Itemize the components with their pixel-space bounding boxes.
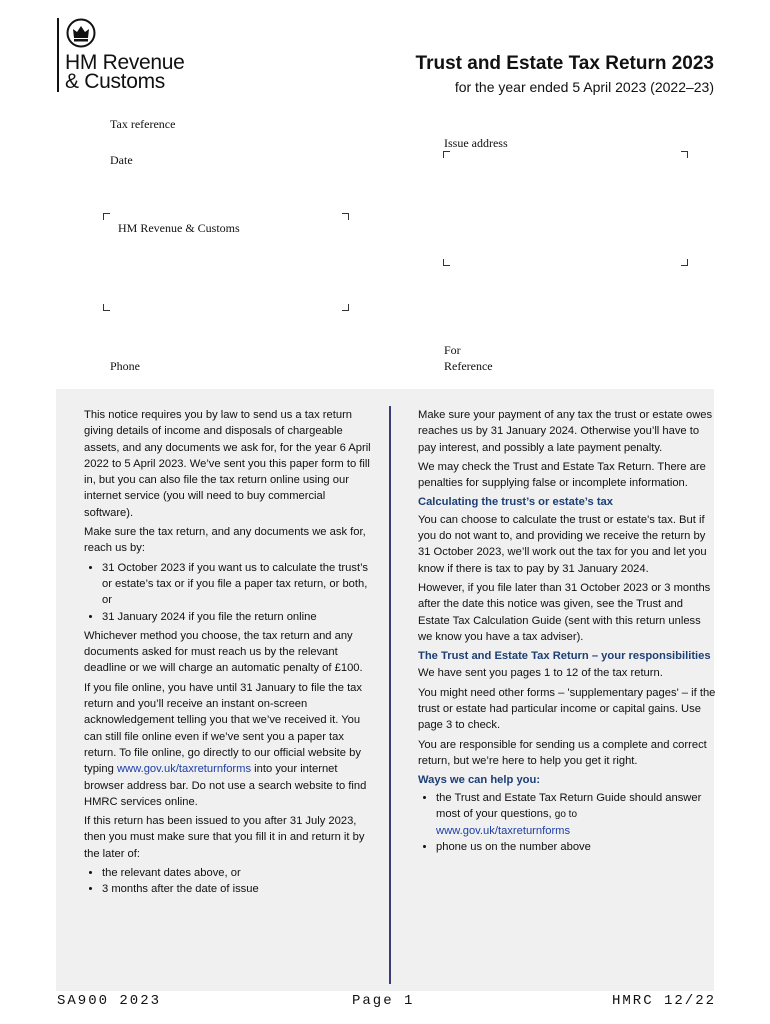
list-item: • 31 January 2024 if you file the return online bbox=[102, 609, 375, 625]
page-subtitle: for the year ended 5 April 2023 (2022–23) bbox=[454, 79, 714, 95]
late-filing-paragraph: However, if you file later than 31 October 2023 or 3 months after the date this notice was given, see the Trust and Estate Tax Calculation Guide (sent with this return unless we know you have a tax adviser). bbox=[418, 581, 711, 643]
address-box-corner-br bbox=[342, 304, 349, 311]
logo-divider bbox=[57, 18, 59, 92]
pages-paragraph: We have sent you pages 1 to 12 of the tax return. bbox=[418, 667, 663, 680]
taxreturnforms-link[interactable]: www.gov.uk/taxreturnforms bbox=[436, 825, 571, 838]
page-number: Page 1 bbox=[352, 993, 415, 1009]
list-item: • 3 months after the date of issue bbox=[102, 881, 375, 897]
page-title: Trust and Estate Tax Return 2023 bbox=[415, 53, 714, 74]
list-item: • 31 October 2023 if you want us to calculate the trust’s or estate’s tax or if you file a paper tax return, or both, or bbox=[102, 560, 375, 609]
date-label: Date bbox=[110, 153, 133, 167]
deadline-list bbox=[84, 560, 375, 625]
calculating-heading: Calculating the trust’s or estate’s tax bbox=[418, 496, 614, 509]
column-divider bbox=[389, 406, 391, 984]
phone-label: Phone bbox=[110, 359, 140, 373]
help-heading: Ways we can help you: bbox=[418, 774, 541, 787]
late-issue-paragraph: If this return has been issued to you after 31 July 2023, then you must make sure that you fill it in and return it by the later of: bbox=[84, 815, 365, 860]
responsible-paragraph: You are responsible for sending us a complete and correct return, but we’re here to help you get it right. bbox=[418, 738, 707, 767]
right-column bbox=[418, 407, 716, 859]
issue-box-corner-bl bbox=[443, 259, 450, 266]
address-box-corner-bl bbox=[103, 304, 110, 311]
issue-box-corner-br bbox=[681, 259, 688, 266]
address-box-corner-tr bbox=[342, 213, 349, 220]
hmrc-logo-text bbox=[65, 53, 185, 91]
list-item: • the relevant dates above, or bbox=[102, 865, 375, 881]
supplementary-paragraph: You might need other forms – 'supplementary pages' – if the trust or estate had particular income or capital gains. Use page 3 to check. bbox=[418, 686, 716, 732]
left-column bbox=[84, 407, 375, 901]
penalty-paragraph: Whichever method you choose, the tax return and any documents asked for must reach us by the relevant deadline or we will charge an automatic penalty of £100. bbox=[84, 629, 363, 675]
list-item: • the Trust and Estate Tax Return Guide should answer most of your questions, go to www.gov.uk/taxreturnforms bbox=[436, 790, 716, 840]
form-code: SA900 2023 bbox=[57, 993, 162, 1009]
help-list bbox=[418, 790, 716, 856]
address-box-corner-tl bbox=[103, 213, 110, 220]
taxreturnforms-link[interactable]: www.gov.uk/taxreturnforms bbox=[116, 763, 252, 776]
issue-box-corner-tl bbox=[443, 151, 450, 158]
responsibilities-heading: The Trust and Estate Tax Return – your responsibilities bbox=[418, 650, 711, 663]
late-issue-list bbox=[84, 865, 375, 898]
deadline-intro: Make sure the tax return, and any documents we ask for, reach us by: bbox=[84, 526, 366, 555]
payment-paragraph: Make sure your payment of any tax the trust or estate owes reaches us by 31 January 2024. Otherwise you’ll have to pay interest, and possibly a late payment penalty. bbox=[418, 409, 713, 454]
issue-address-label: Issue address bbox=[444, 136, 508, 150]
hmrc-return-address: HM Revenue & Customs bbox=[118, 221, 240, 235]
issue-box-corner-tr bbox=[681, 151, 688, 158]
logo-line-1: HM Revenue bbox=[65, 51, 185, 74]
calculate-paragraph: You can choose to calculate the trust or estate's tax. But if you do not want to, and providing we receive the return by 31 October 2023, we’ll work out the tax for you and let you know if there is tax to pay by 31 January 2024. bbox=[418, 513, 707, 575]
list-item: • phone us on the number above bbox=[436, 839, 716, 855]
logo-line-2: & Customs bbox=[65, 70, 165, 93]
file-online-paragraph: If you file online, you have until 31 January to file the tax return and you’ll receive an instant on-screen acknowledgement telling you that we’ve received it. You can still file online even if we’ve sent you a paper tax return. To file online, go directly to our official website by typing www.gov.uk/taxreturnforms into your internet browser address bar. Do not use a search website to find HMRC services online. bbox=[84, 681, 367, 808]
check-paragraph: We may check the Trust and Estate Tax Return. There are penalties for supplying false or incomplete information. bbox=[418, 460, 706, 490]
notice-paragraph: This notice requires you by law to send us a tax return giving details of income and disposals of chargeable assets, and any documents we ask for, for the year 6 April 2022 to 5 April 2023. We’ve sent you this paper form to fill in, but you can also file the tax return online using our internet service (you will need to buy commercial software). bbox=[84, 409, 371, 519]
tax-reference-label: Tax reference bbox=[110, 117, 176, 131]
form-version: HMRC 12/22 bbox=[611, 993, 716, 1009]
for-reference-label: For Reference bbox=[444, 343, 493, 373]
crown-crest-icon bbox=[65, 18, 97, 48]
